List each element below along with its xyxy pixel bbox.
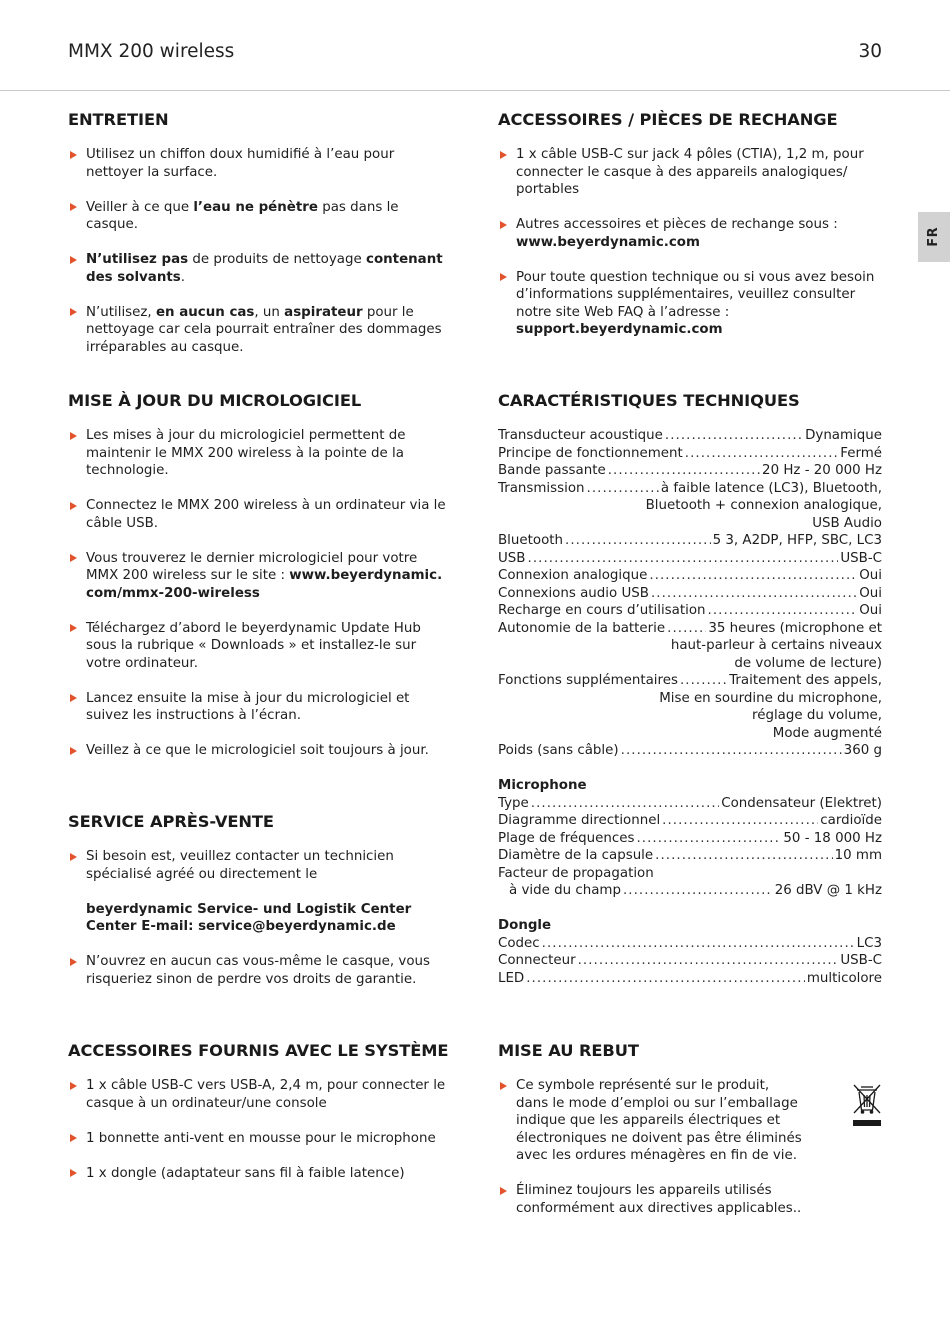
spec-row — [498, 672, 882, 690]
list-item-text: N’ouvrez en aucun cas vous-même le casque, vous risqueriez sinon de perdre vos droits de garantie. — [86, 954, 430, 987]
section-accessoires — [498, 110, 883, 339]
spec-row — [498, 462, 882, 480]
spec-leader — [636, 830, 781, 848]
list-item-text: , un — [254, 304, 285, 320]
spec-leader — [623, 882, 773, 900]
list-item-text: pas dans le casque. — [86, 199, 399, 232]
spec-key: à vide du champ — [509, 883, 621, 898]
spec-leader — [655, 847, 832, 865]
spec-value: 50 - 18 000 Hz — [783, 830, 882, 846]
list-item-text: 1 x dongle (adaptateur sans fil à faible latence) — [86, 1165, 405, 1181]
service-list — [68, 848, 453, 988]
spec-key: USB — [498, 550, 526, 566]
spec-key: Diagramme directionnel — [498, 813, 661, 828]
list-item-text: N’utilisez, — [86, 304, 156, 320]
list-item-text: Veiller à ce que — [86, 199, 194, 215]
spec-value: Fermé — [840, 445, 882, 461]
list-item — [68, 251, 453, 286]
spec-value: 10 mm — [834, 848, 882, 863]
list-item — [68, 690, 453, 725]
spec-key: Codec — [498, 935, 540, 951]
spec-leader — [667, 620, 706, 638]
list-item — [498, 269, 883, 339]
spec-key: Bande passante — [498, 463, 606, 478]
spec-key: Autonomie de la batterie — [498, 620, 666, 636]
list-item-bold-text: en aucun cas — [155, 304, 255, 320]
spec-row — [498, 585, 882, 603]
spec-leader — [526, 970, 805, 988]
rebut-list — [498, 1077, 883, 1217]
bullet-triangle-icon — [70, 747, 77, 755]
spec-leader — [608, 462, 760, 480]
spec-key: Diamètre de la capsule — [498, 848, 654, 863]
heading-accessoires: ACCESSOIRES / PIÈCES DE RECHANGE — [498, 110, 838, 129]
spec-key: Plage de fréquences — [498, 830, 635, 846]
list-item — [68, 199, 453, 234]
list-item — [498, 216, 883, 251]
spec-value: 5 3, A2DP, HFP, SBC, LC3 — [712, 533, 882, 548]
spec-row — [498, 830, 882, 848]
spec-value: USB-C — [840, 550, 882, 566]
list-item-bold-text: contenant des solvants — [86, 252, 443, 285]
list-item-text: Vous trouverez le dernier micrologiciel pour votre MMX 200 wireless sur le site : — [86, 550, 418, 583]
spec-value-continuation: USB Audio — [812, 515, 882, 531]
spec-value: à faible latence (LC3), Bluetooth, — [660, 480, 882, 496]
spec-key: Bluetooth — [498, 533, 564, 548]
list-item — [68, 1077, 453, 1112]
spec-row — [498, 480, 882, 498]
spec-value: Traitement des appels, — [729, 673, 882, 688]
language-tab — [918, 212, 950, 262]
list-item — [68, 497, 453, 532]
bullet-triangle-icon — [70, 502, 77, 510]
list-item — [68, 304, 453, 357]
spec-leader — [578, 952, 839, 970]
bullet-triangle-icon — [70, 1134, 77, 1142]
spec-key: Connexion analogique — [498, 568, 648, 583]
bullet-triangle-icon — [500, 273, 507, 281]
spec-key: Principe de fonctionnement — [498, 445, 683, 461]
spec-row — [498, 882, 882, 900]
spec-key: Transmission — [498, 480, 585, 496]
bullet-triangle-icon — [70, 694, 77, 702]
micrologiciel-list — [68, 427, 453, 760]
list-item-text: pour le nettoyage car cela pourrait entraîner des dommages irréparables au casque. — [86, 304, 442, 355]
section-rebut — [498, 1041, 883, 1217]
spec-leader — [528, 550, 839, 568]
spec-row — [498, 550, 882, 568]
spec-leader — [680, 672, 727, 690]
bullet-triangle-icon — [70, 203, 77, 211]
header-divider — [0, 90, 950, 91]
bullet-triangle-icon — [500, 151, 507, 159]
list-item — [498, 1182, 883, 1217]
list-item-bold-text: N’utilisez pas — [86, 252, 189, 267]
bullet-triangle-icon — [500, 1187, 507, 1195]
spec-key: Connexions audio USB — [498, 585, 649, 601]
spec-leader — [587, 480, 659, 498]
list-item — [68, 742, 453, 760]
list-item-text: Utilisez un chiffon doux humidifié à l’eau pour nettoyer la surface. — [86, 147, 395, 180]
spec-row — [498, 602, 882, 620]
list-item — [68, 1165, 453, 1183]
spec-key: Recharge en cours d’utilisation — [498, 603, 706, 618]
spec-value: Oui — [859, 568, 882, 583]
section-entretien — [68, 110, 453, 356]
spec-key: Fonctions supplémentaires — [498, 673, 678, 688]
list-item-text: Téléchargez d’abord le beyerdynamic Update Hub sous la rubrique « Downloads » et installez-le sur votre ordinateur. — [86, 620, 421, 671]
spec-row — [498, 742, 882, 760]
spec-dongle-title: Dongle — [498, 918, 552, 933]
spec-row — [498, 795, 882, 813]
entretien-list — [68, 146, 453, 356]
list-item — [68, 620, 453, 673]
spec-row — [498, 935, 882, 953]
spec-row — [498, 567, 882, 585]
list-item — [498, 1077, 883, 1165]
spec-leader — [665, 427, 803, 445]
bullet-triangle-icon — [70, 624, 77, 632]
spec-key: Type — [498, 795, 529, 811]
spec-value: Oui — [859, 585, 882, 601]
list-item-text: Lancez ensuite la mise à jour du micrologiciel et suivez les instructions à l’écran. — [86, 690, 410, 723]
list-item-text: Si besoin est, veuillez contacter un technicien spécialisé agréé ou directement le — [86, 849, 394, 882]
section-caracteristiques — [498, 391, 883, 987]
section-micrologiciel — [68, 391, 453, 760]
spec-key: Connecteur — [498, 953, 576, 968]
list-item-text: . — [180, 269, 185, 285]
spec-leader — [621, 742, 842, 760]
list-item-text: 1 x câble USB-C vers USB-A, 2,4 m, pour connecter le casque à un ordinateur/une console — [86, 1078, 446, 1111]
list-item-bold-text: www.beyerdynamic. com/mmx-200-wireless — [86, 568, 443, 601]
list-item-text: Les mises à jour du micrologiciel permettent de maintenir le MMX 200 wireless à la pointe de la technologie. — [86, 428, 406, 478]
list-item — [68, 1130, 453, 1148]
bullet-triangle-icon — [500, 1082, 507, 1090]
bullet-triangle-icon — [500, 221, 507, 229]
language-tab-label: FR — [926, 227, 942, 247]
list-item-text: Veillez à ce que le micrologiciel soit toujours à jour. — [86, 743, 429, 758]
heading-service: SERVICE APRÈS-VENTE — [68, 812, 274, 831]
spec-value: Condensateur (Elektret) — [721, 795, 882, 811]
spec-microphone-table — [498, 795, 883, 865]
document-title: MMX 200 wireless — [68, 41, 235, 62]
bullet-triangle-icon — [70, 432, 77, 440]
spec-leader — [708, 602, 858, 620]
spec-value: Dynamique — [805, 428, 882, 443]
spec-leader — [565, 532, 711, 550]
list-item-text: 1 x câble USB-C sur jack 4 pôles (CTIA), 1,2 m, pour connecter le casque à des appareils analogiques/ portables — [516, 147, 864, 197]
bullet-triangle-icon — [70, 958, 77, 966]
spec-microphone-title: Microphone — [498, 778, 587, 793]
spec-leader — [649, 567, 857, 585]
list-item-text: Autres accessoires et pièces de rechange sous : — [516, 217, 838, 232]
spec-leader — [662, 812, 818, 830]
list-item-bold-text: l’eau ne pénètre — [193, 199, 318, 215]
bullet-triangle-icon — [70, 151, 77, 159]
spec-row — [498, 532, 882, 550]
spec-leader — [685, 445, 838, 463]
service-email-line: Center E-mail: service@beyerdynamic.de — [86, 919, 396, 934]
spec-table — [498, 427, 883, 760]
spec-value: cardioïde — [820, 813, 882, 828]
service-address-line: beyerdynamic Service- und Logistik Center — [86, 901, 412, 917]
spec-value: 35 heures (microphone et — [708, 620, 882, 636]
list-item — [68, 427, 453, 480]
weee-bin-icon — [852, 1082, 882, 1128]
heading-caracteristiques: CARACTÉRISTIQUES TECHNIQUES — [498, 391, 800, 410]
list-item-text: Pour toute question technique ou si vous avez besoin d’informations supplémentaires, veuillez consulter notre site Web FAQ à l’adresse : — [516, 269, 875, 320]
heading-entretien: ENTRETIEN — [68, 110, 169, 129]
section-service — [68, 812, 453, 988]
spec-row — [498, 970, 882, 988]
spec-leader — [531, 795, 719, 813]
spec-value-continuation: réglage du volume, — [752, 708, 882, 723]
bullet-triangle-icon — [70, 853, 77, 861]
spec-value-continuation: Bluetooth + connexion analogique, — [645, 498, 882, 513]
spec-leader — [651, 585, 857, 603]
spec-row — [498, 445, 882, 463]
spec-leader — [542, 935, 855, 953]
bullet-triangle-icon — [70, 554, 77, 562]
spec-key: Poids (sans câble) — [498, 743, 619, 758]
spec-propagation-label: Facteur de propagation — [498, 865, 654, 881]
spec-row — [498, 847, 882, 865]
spec-value: USB-C — [840, 953, 882, 968]
heading-rebut: MISE AU REBUT — [498, 1041, 639, 1060]
bullet-triangle-icon — [70, 1169, 77, 1177]
spec-value-continuation: Mode augmenté — [772, 725, 882, 741]
spec-row — [498, 620, 882, 638]
spec-value: 20 Hz - 20 000 Hz — [762, 463, 882, 478]
spec-value: Oui — [859, 603, 882, 618]
service-address — [86, 901, 453, 936]
list-item — [68, 146, 453, 181]
list-item-text: Ce symbole représenté sur le produit, dans le mode d’emploi ou sur l’emballage indique que les appareils électriques et électroniques ne doivent pas être éliminés avec les ordures ménagères en fin de vie. — [516, 1078, 802, 1163]
spec-value-continuation: haut-parleur à certains niveaux — [670, 638, 882, 653]
list-item-bold-text: aspirateur — [284, 304, 363, 320]
accessoires-list — [498, 146, 883, 339]
spec-key: Transducteur acoustique — [498, 428, 663, 443]
spec-row — [498, 427, 882, 445]
spec-value: 26 dBV @ 1 kHz — [774, 883, 882, 898]
spec-value-continuation: Mise en sourdine du microphone, — [659, 690, 882, 706]
spec-value: multicolore — [806, 970, 882, 986]
list-item-text: de produits de nettoyage — [188, 252, 366, 267]
spec-value-continuation: de volume de lecture) — [734, 655, 882, 671]
section-fournis — [68, 1041, 453, 1182]
list-item — [68, 848, 453, 936]
bullet-triangle-icon — [70, 308, 77, 316]
list-item-bold-text: support.beyerdynamic.com — [516, 322, 723, 337]
spec-value: 360 g — [843, 743, 882, 758]
list-item-text: Éliminez toujours les appareils utilisés conformément aux directives applicables.. — [516, 1183, 802, 1216]
heading-fournis: ACCESSOIRES FOURNIS AVEC LE SYSTÈME — [68, 1041, 449, 1060]
list-item-bold-text: www.beyerdynamic.com — [516, 234, 700, 250]
list-item-text: 1 bonnette anti-vent en mousse pour le microphone — [86, 1130, 436, 1146]
fournis-list — [68, 1077, 453, 1182]
page-number: 30 — [858, 41, 882, 62]
spec-value: LC3 — [856, 935, 882, 951]
list-item-text: Connectez le MMX 200 wireless à un ordinateur via le câble USB. — [86, 498, 446, 531]
bullet-triangle-icon — [70, 1082, 77, 1090]
spec-row — [498, 812, 882, 830]
spec-key: LED — [498, 970, 525, 986]
list-item — [68, 953, 453, 988]
spec-row — [498, 952, 882, 970]
bullet-triangle-icon — [70, 256, 77, 264]
list-item — [68, 550, 453, 603]
list-item — [498, 146, 883, 199]
spec-dongle-table — [498, 935, 883, 988]
heading-micrologiciel: MISE À JOUR DU MICROLOGICIEL — [68, 391, 362, 410]
